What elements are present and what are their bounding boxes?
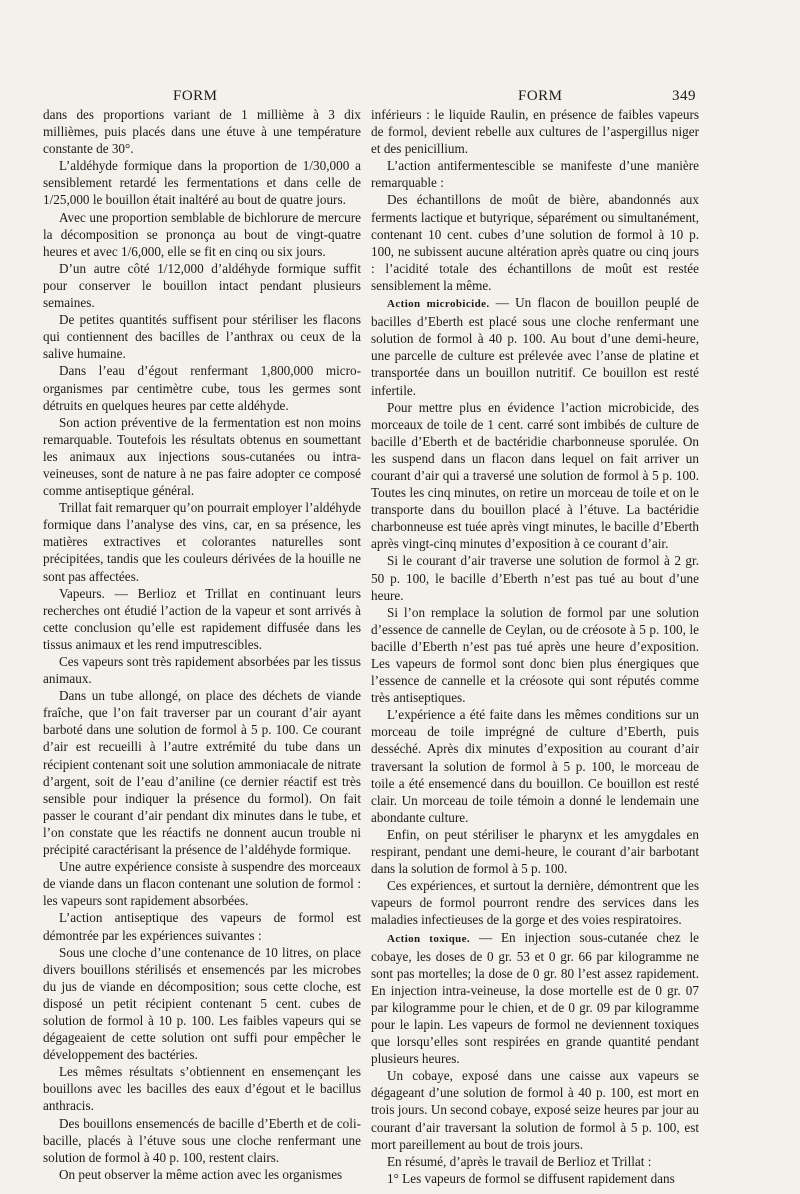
paragraph: Avec une proportion semblable de bichlorure de mercure la décomposition se prononça au bout de vingt-quatre heures et avec 1/6,000, elle se fit en cinq ou six jours. [43,209,361,259]
paragraph: L’action antiseptique des vapeurs de formol est démontrée par les expériences suivantes : [43,910,361,943]
paragraph: Enfin, on peut stériliser le pharynx et les amygdales en respirant, pendant une demi-heure, le courant d’air barbotant dans la solution de formol à 5 p. 100. [371,826,699,877]
paragraph [371,929,699,1068]
left-column [43,106,361,1183]
paragraph: dans des proportions variant de 1 millième à 3 dix millièmes, puis placés dans une étuve à une température constante de 30°. [43,107,361,157]
section-heading: Action microbicide. [387,298,490,311]
paragraph: Ces expériences, et surtout la dernière, démontrent que les vapeurs de formol pourront rendre des services dans les maladies infectieuses de la gorge et des voies respiratoires. [371,878,699,928]
paragraph: L’action antifermentescible se manifeste d’une manière remarquable : [371,158,699,191]
paragraph: inférieurs : le liquide Raulin, en présence de faibles vapeurs de formol, devient rebelle aux cultures de l’aspergillus niger et des penicillium. [371,107,699,157]
paragraph: Si l’on remplace la solution de formol par une solution d’essence de cannelle de Ceylan, ou de créosote à 5 p. 100, le bacille d’Eberth n’est pas tué après une heure d’exposition. Les vapeurs de formol sont donc bien plus énergiques que l’essence de cannelle et la créosote qui sont réputés comme très antiseptiques. [371,604,699,706]
right-column [371,106,699,1187]
paragraph-text: — En injection sous-cutanée chez le cobaye, les doses de 0 gr. 53 et 0 gr. 66 par kilogramme ne sont pas mortelles; la dose de 0 gr. 80 l’est assez rapidement. En injection intra-veineuse, la dose mortelle est de 0 gr. 07 par kilogramme pour le chien, et de 0 gr. 09 par kilogramme pour le lapin. Les vapeurs de formol ne deviennent toxiques que lorsqu’elles sont respirées en grande quantité pendant plusieurs heures. [371,929,700,1067]
paragraph: 1° Les vapeurs de formol se diffusent rapidement dans [387,1170,675,1186]
paragraph: Une autre expérience consiste à suspendre des morceaux de viande dans un flacon contenant une solution de formol : les vapeurs sont rapidement absorbées. [43,859,361,909]
running-head-right: FORM [518,88,563,104]
paragraph: Vapeurs. — Berlioz et Trillat en continuant leurs recherches ont étudié l’action de la vapeur et sont arrivés à cette conclusion qu’elle est rapidement diffusée dans les tissus animaux et les rend imputrescibles. [43,585,361,652]
paragraph: Pour mettre plus en évidence l’action microbicide, des morceaux de toile de 1 cent. carré sont imbibés de culture de bacille d’Eberth et de bactéridie charbonneuse sporulée. On les suspend dans un flacon dans lequel on fait arriver un courant d’air qui a traversé une solution de formol à 5 p. 100. Toutes les cinq minutes, on retire un morceau de toile et on le transporte dans du bouillon placé à l’étuve. La bactéridie charbonneuse est tuée après vingt minutes, le bacille d’Eberth après vingt-cinq minutes d’exposition à ce courant d’air. [371,399,699,552]
paragraph: D’un autre côté 1/12,000 d’aldéhyde formique suffit pour conserver le bouillon intact pendant plusieurs semaines. [43,260,361,311]
paragraph: On peut observer la même action avec les organismes [59,1166,343,1182]
paragraph: Des bouillons ensemencés de bacille d’Eberth et de coli-bacille, placés à l’étuve sous une cloche renfermant une solution de formol à 40 p. 100, restent clairs. [43,1115,361,1165]
paragraph [371,294,699,399]
paragraph: L’aldéhyde formique dans la proportion de 1/30,000 a sensiblement retardé les fermentations et dans celle de 1/25,000 le bouillon était inaltéré au bout de quatre jours. [43,158,361,208]
paragraph: Les mêmes résultats s’obtiennent en ensemençant les bouillons avec les bacilles des eaux d’égout et le bacillus anthracis. [43,1064,361,1114]
paragraph: L’expérience a été faite dans les mêmes conditions sur un morceau de toile imprégné de culture d’Eberth, puis desséché. Après dix minutes d’exposition au courant d’air traversant la solution de formol à 5 p. 100, le morceau de toile a été ensemencé dans du bouillon. Ce bouillon est resté clair. Un morceau de toile témoin a donné le lendemain une abondante culture. [371,707,699,825]
paragraph: Dans l’eau d’égout renfermant 1,800,000 micro-organismes par centimètre cube, tous les germes sont détruits en quelques heures par cette aldéhyde. [43,363,361,413]
section-heading: Action toxique. [387,932,471,945]
page-number: 349 [672,88,696,104]
paragraph: Des échantillons de moût de bière, abandonnés aux ferments lactique et butyrique, séparément ou simultanément, contenant 10 cent. cubes d’une solution de formol à 10 p. 100, ne subissent aucune altération après quatre ou cinq jours : l’acidité totale des échantillons de moût est restée sensiblement la même. [371,192,699,293]
paragraph: Si le courant d’air traverse une solution de formol à 2 gr. 50 p. 100, le bacille d’Eberth n’est pas tué au bout d’une heure. [371,553,699,603]
paragraph: Ces vapeurs sont très rapidement absorbées par les tissus animaux. [43,654,361,687]
paragraph: Dans un tube allongé, on place des déchets de viande fraîche, que l’on fait traverser par un courant d’air ayant barboté dans une solution de formol à 5 p. 100. Ce courant d’air est recueilli à l’autre extrémité du tube dans un récipient contenant soit une solution ammoniacale de nitrate d’argent, soit de l’eau d’aniline (ce dernier réactif est très sensible pour indiquer la présence du formol). On fait passer le courant d’air pendant dix minutes dans le tube, et l’on constate que les réactifs ne donnent aucun trouble ni précipité caractérisant la présence de l’aldéhyde formique. [43,688,361,858]
paragraph: Sous une cloche d’une contenance de 10 litres, on place divers bouillons stérilisés et ensemencés par les microbes du jus de viande en décomposition; sous cette cloche, est disposé un petit récipient contenant 5 cent. cubes de solution de formol à 10 p. 100. Les faibles vapeurs qui se dégageaient de cette solution ont suffi pour empêcher le développement des bactéries. [43,944,361,1063]
paragraph-text: — Un flacon de bouillon peuplé de bacilles d’Eberth est placé sous une cloche renfermant une solution de formol à 40 p. 100. Au bout d’une demi-heure, une parcelle de culture est prélevée avec l’anse de platine et transportée dans un bouillon nutritif. Ce bouillon est resté infertile. [371,295,699,398]
paragraph: Trillat fait remarquer qu’on pourrait employer l’aldéhyde formique dans l’analyse des vins, car, en sa présence, les matières extractives et colorantes naturelles sont précipitées, tandis que les couleurs dérivées de la houille ne sont pas affectées. [43,500,361,584]
paragraph: De petites quantités suffisent pour stériliser les flacons qui contiennent des bacilles de l’anthrax ou ceux de la salive humaine. [43,312,361,362]
running-head-left: FORM [173,88,218,104]
paragraph: Son action préventive de la fermentation est non moins remarquable. Toutefois les résultats obtenus en soumettant les animaux aux injections sous-cutanées ou intra-veineuses, sont de nature à ne pas faire adopter ce composé comme antiseptique général. [43,414,361,499]
paragraph: En résumé, d’après le travail de Berlioz et Trillat : [387,1153,652,1169]
paragraph: Un cobaye, exposé dans une caisse aux vapeurs se dégageant d’une solution de formol à 40 p. 100, est mort en trois jours. Un second cobaye, exposé seize heures par jour au courant d’air traversant la solution de formol à 5 p. 100, est mort pareillement au bout de trois jours. [371,1068,699,1152]
